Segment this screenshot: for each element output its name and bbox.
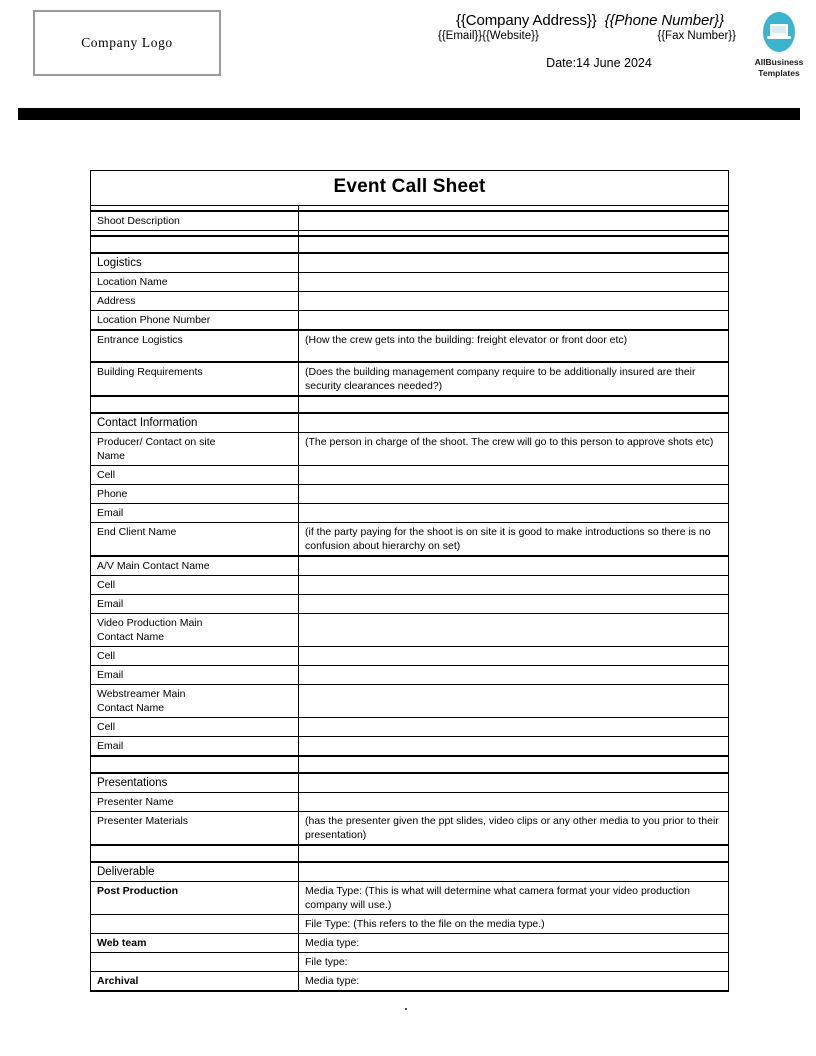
- row-value[interactable]: [299, 756, 729, 773]
- row-label: Entrance Logistics: [91, 330, 299, 362]
- table-row: [91, 330, 729, 362]
- table-row: [91, 793, 729, 812]
- row-value[interactable]: (if the party paying for the shoot is on site it is good to make introductions so there is no confusion about hierarchy on set): [299, 523, 729, 557]
- row-value[interactable]: [299, 773, 729, 793]
- table-row: [91, 211, 729, 231]
- row-value[interactable]: [299, 647, 729, 666]
- row-value[interactable]: [299, 845, 729, 862]
- fax-number-field: {{Fax Number}}: [657, 30, 736, 42]
- row-label: Shoot Description: [91, 211, 299, 231]
- company-contact-block: [430, 12, 750, 70]
- row-label: Building Requirements: [91, 362, 299, 396]
- row-label: [91, 236, 299, 253]
- row-label-line1: Webstreamer Main: [97, 688, 186, 700]
- table-row: [91, 253, 729, 273]
- row-value[interactable]: [299, 413, 729, 433]
- row-label: Presentations: [91, 773, 299, 793]
- table-row: [91, 915, 729, 934]
- row-value[interactable]: [299, 793, 729, 812]
- row-value[interactable]: [299, 666, 729, 685]
- laptop-icon-base: [767, 36, 791, 39]
- row-value[interactable]: [299, 595, 729, 614]
- row-value[interactable]: [299, 292, 729, 311]
- table-row: [91, 433, 729, 466]
- email-website-fax-line: [430, 29, 750, 44]
- laptop-icon: [760, 12, 798, 56]
- row-label: Deliverable: [91, 862, 299, 882]
- brand-name-line1: AllBusiness: [754, 57, 804, 67]
- table-row: [91, 614, 729, 647]
- row-value[interactable]: [299, 211, 729, 231]
- sheet-body: [91, 171, 729, 992]
- table-row: [91, 685, 729, 718]
- row-label: Archival: [91, 972, 299, 992]
- row-label: [91, 915, 299, 934]
- table-row: [91, 972, 729, 992]
- table-row: [91, 413, 729, 433]
- row-value[interactable]: [299, 273, 729, 292]
- table-row: [91, 882, 729, 915]
- phone-number-field: {{Phone Number}}: [604, 12, 725, 29]
- row-value[interactable]: [299, 556, 729, 576]
- row-label-line1: Video Production Main: [97, 617, 203, 629]
- company-address-field: {{Company Address}}: [455, 12, 597, 29]
- row-value[interactable]: (Does the building management company require to be additionally insured are their security clearances needed?): [299, 362, 729, 396]
- table-row: [91, 236, 729, 253]
- company-logo-label: Company Logo: [81, 35, 173, 50]
- row-value[interactable]: [299, 576, 729, 595]
- row-label: Cell: [91, 718, 299, 737]
- table-row: [91, 523, 729, 557]
- table-row: [91, 812, 729, 846]
- table-row: [91, 292, 729, 311]
- table-row: [91, 576, 729, 595]
- row-label: Email: [91, 666, 299, 685]
- table-row: [91, 862, 729, 882]
- row-label: [91, 756, 299, 773]
- row-label: [91, 953, 299, 972]
- table-row: [91, 934, 729, 953]
- row-label: A/V Main Contact Name: [91, 556, 299, 576]
- row-label: Email: [91, 737, 299, 757]
- address-phone-line: [430, 12, 750, 29]
- row-value[interactable]: (has the presenter given the ppt slides, video clips or any other media to you prior to their presentation): [299, 812, 729, 846]
- row-value[interactable]: [299, 504, 729, 523]
- table-row: [91, 504, 729, 523]
- header-divider-bar: [18, 108, 800, 120]
- row-label-line2: Contact Name: [97, 631, 165, 643]
- row-label-line2: Name: [97, 450, 126, 462]
- row-label: Presenter Name: [91, 793, 299, 812]
- page-title: Event Call Sheet: [91, 171, 729, 206]
- table-row: [91, 756, 729, 773]
- row-label: Web team: [91, 934, 299, 953]
- row-label: Cell: [91, 576, 299, 595]
- table-row: [91, 595, 729, 614]
- table-row: [91, 485, 729, 504]
- row-label: Location Name: [91, 273, 299, 292]
- row-label: Email: [91, 504, 299, 523]
- row-value[interactable]: File Type: (This refers to the file on the media type.): [299, 915, 729, 934]
- row-value[interactable]: [299, 253, 729, 273]
- row-value[interactable]: Media type:: [299, 934, 729, 953]
- row-label: Post Production: [91, 882, 299, 915]
- row-value[interactable]: [299, 862, 729, 882]
- row-label: Contact Information: [91, 413, 299, 433]
- website-field: {{Website}}: [482, 30, 539, 42]
- company-logo-placeholder: [33, 10, 221, 76]
- page-header: [0, 0, 816, 100]
- row-value[interactable]: [299, 396, 729, 413]
- table-row-title: [91, 171, 729, 206]
- row-value[interactable]: Media Type: (This is what will determine what camera format your video production company will use.): [299, 882, 729, 915]
- row-label-line1: Producer/ Contact on site: [97, 436, 216, 448]
- row-value[interactable]: [299, 718, 729, 737]
- table-row: [91, 845, 729, 862]
- laptop-icon-screen-inner: [772, 26, 786, 33]
- table-row: [91, 362, 729, 396]
- row-label: Address: [91, 292, 299, 311]
- row-label: Cell: [91, 466, 299, 485]
- row-value[interactable]: [299, 311, 729, 331]
- table-row: [91, 773, 729, 793]
- row-label: Location Phone Number: [91, 311, 299, 331]
- allbusiness-templates-brand: [754, 12, 804, 78]
- table-row: [91, 396, 729, 413]
- row-value[interactable]: [299, 685, 729, 718]
- row-value[interactable]: File type:: [299, 953, 729, 972]
- row-label: Email: [91, 595, 299, 614]
- row-label: [91, 433, 299, 466]
- row-label: End Client Name: [91, 523, 299, 557]
- row-label: [91, 845, 299, 862]
- row-value[interactable]: [299, 466, 729, 485]
- table-row: [91, 953, 729, 972]
- row-label-line2: Contact Name: [97, 702, 165, 714]
- table-row: [91, 556, 729, 576]
- row-label: Presenter Materials: [91, 812, 299, 846]
- table-row: [91, 666, 729, 685]
- row-value[interactable]: [299, 614, 729, 647]
- row-value[interactable]: [299, 737, 729, 757]
- table-row: [91, 737, 729, 757]
- row-label: [91, 685, 299, 718]
- row-label: [91, 614, 299, 647]
- table-row: [91, 718, 729, 737]
- table-row: [91, 311, 729, 331]
- page-footer-mark: [405, 1008, 407, 1010]
- row-label: Logistics: [91, 253, 299, 273]
- event-call-sheet-table: [90, 170, 729, 992]
- row-value[interactable]: [299, 236, 729, 253]
- row-value[interactable]: [299, 485, 729, 504]
- row-label: Cell: [91, 647, 299, 666]
- email-field: {{Email}}: [438, 30, 483, 42]
- row-value[interactable]: (The person in charge of the shoot. The crew will go to this person to approve shots etc): [299, 433, 729, 466]
- row-label: Phone: [91, 485, 299, 504]
- brand-name-line2: Templates: [758, 68, 800, 78]
- row-value[interactable]: (How the crew gets into the building: freight elevator or front door etc): [299, 330, 729, 362]
- table-row: [91, 647, 729, 666]
- email-website-fields: [438, 29, 539, 44]
- table-row: [91, 466, 729, 485]
- table-row: [91, 273, 729, 292]
- row-label: [91, 396, 299, 413]
- row-value[interactable]: Media type:: [299, 972, 729, 992]
- document-date: Date:14 June 2024: [546, 56, 652, 70]
